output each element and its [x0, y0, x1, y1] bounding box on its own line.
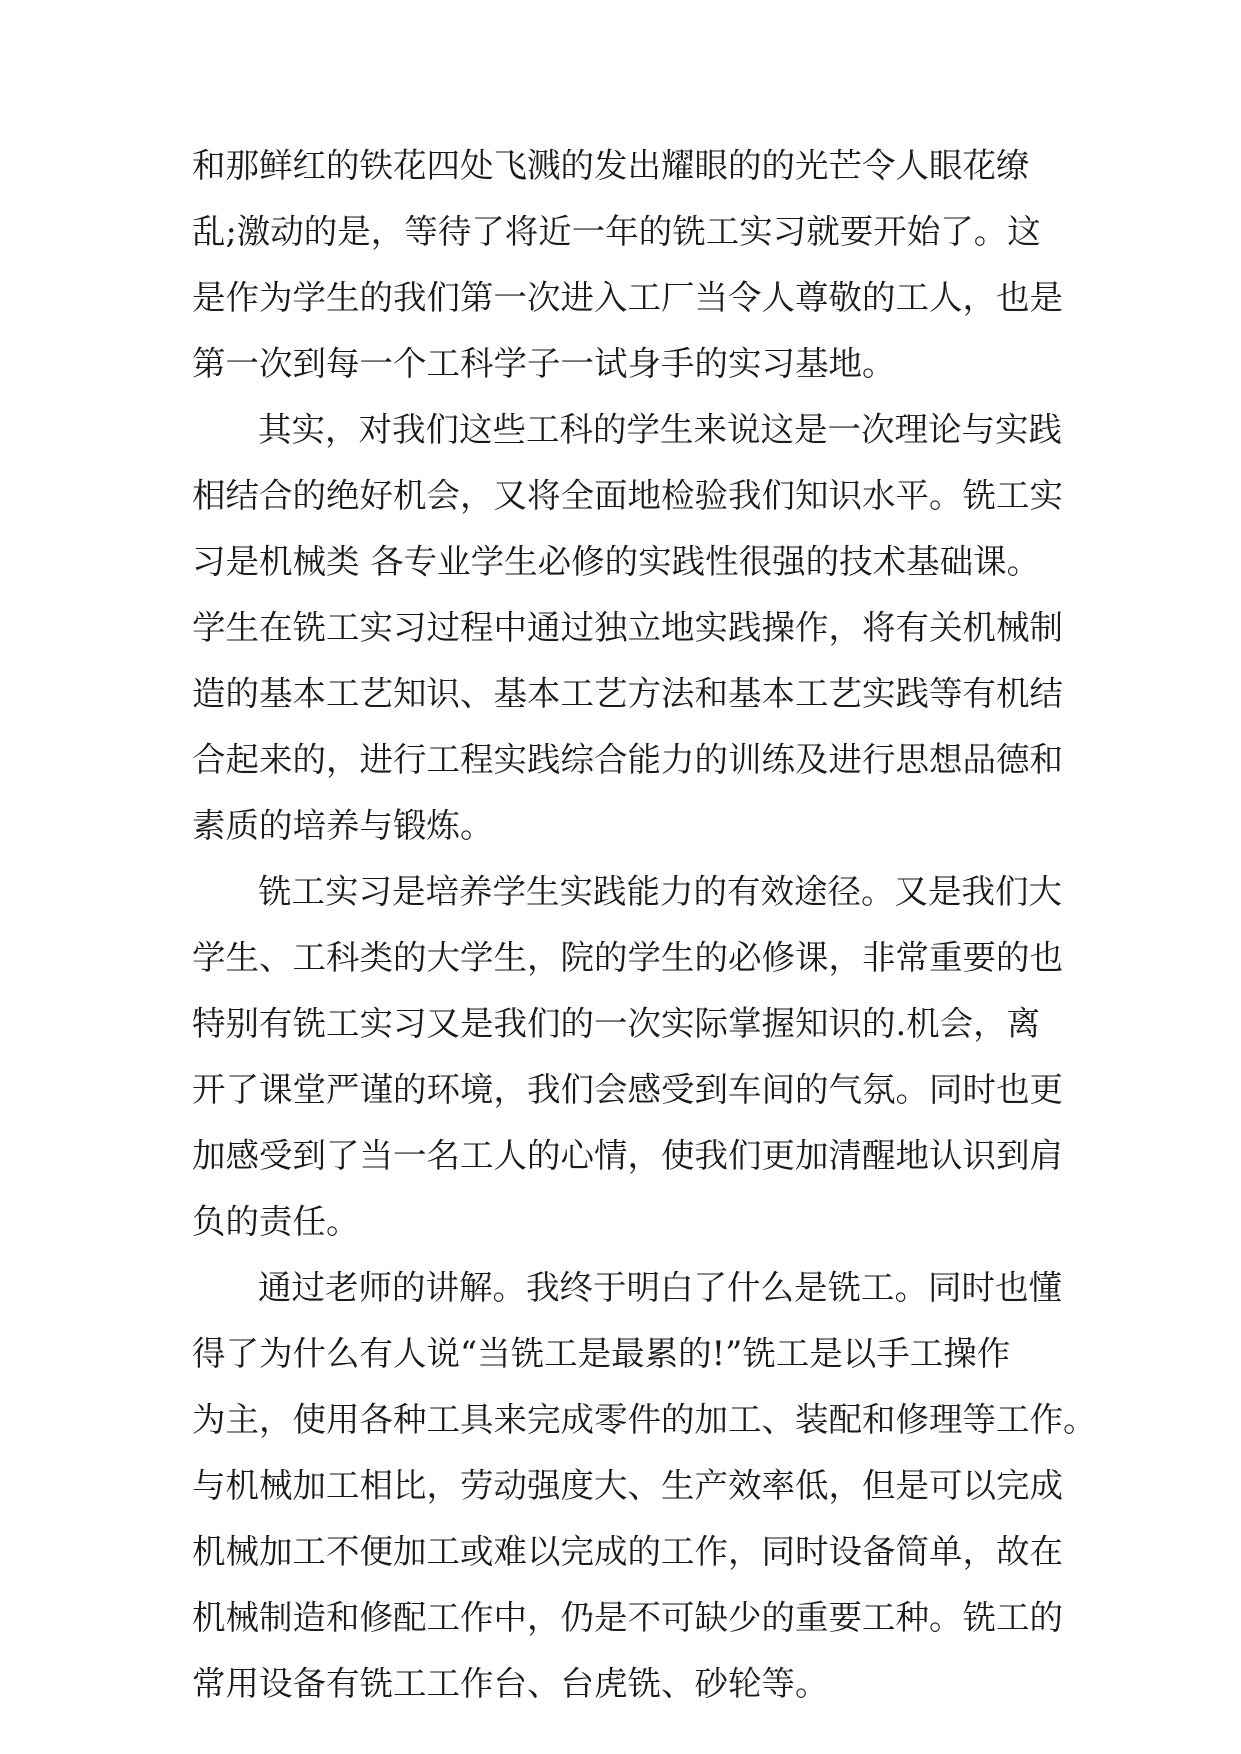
- text-line: 和那鲜红的铁花四处飞溅的发出耀眼的的光芒令人眼花缭: [192, 146, 1030, 185]
- text-line: 得了为什么有人说“当铣工是最累的!”铣工是以手工操作: [192, 1334, 1011, 1373]
- text-line: 特别有铣工实习又是我们的一次实际掌握知识的.机会，离: [192, 1004, 1041, 1043]
- text-line: 机械制造和修配工作中，仍是不可缺少的重要工种。铣工的: [192, 1598, 1063, 1637]
- text-line: 相结合的绝好机会，又将全面地检验我们知识水平。铣工实: [192, 476, 1063, 515]
- paragraph-first-line: 其实，对我们这些工科的学生来说这是一次理论与实践: [258, 410, 1062, 449]
- paragraph-first-line: 铣工实习是培养学生实践能力的有效途径。又是我们大: [258, 872, 1062, 911]
- text-line: 开了课堂严谨的环境，我们会感受到车间的气氛。同时也更: [192, 1070, 1063, 1109]
- text-line: 加感受到了当一名工人的心情，使我们更加清醒地认识到肩: [192, 1136, 1063, 1175]
- text-line: 第一次到每一个工科学子一试身手的实习基地。: [192, 344, 896, 383]
- text-line: 学生、工科类的大学生，院的学生的必修课，非常重要的也: [192, 938, 1063, 977]
- text-line: 机械加工不便加工或难以完成的工作，同时设备简单，故在: [192, 1532, 1063, 1571]
- text-line: 素质的培养与锻炼。: [192, 806, 494, 845]
- text-line: 乱;激动的是，等待了将近一年的铣工实习就要开始了。这: [192, 212, 1041, 251]
- text-line: 习是机械类 各专业学生必修的实践性很强的技术基础课。: [192, 542, 1041, 581]
- text-line: 常用设备有铣工工作台、台虎铣、砂轮等。: [192, 1664, 829, 1703]
- paragraph-first-line: 通过老师的讲解。我终于明白了什么是铣工。同时也懂: [258, 1268, 1062, 1307]
- text-line: 学生在铣工实习过程中通过独立地实践操作，将有关机械制: [192, 608, 1063, 647]
- text-line: 负的责任。: [192, 1202, 360, 1241]
- text-line: 是作为学生的我们第一次进入工厂当令人尊敬的工人，也是: [192, 278, 1063, 317]
- text-line: 与机械加工相比，劳动强度大、生产效率低，但是可以完成: [192, 1466, 1063, 1505]
- text-line: 合起来的，进行工程实践综合能力的训练及进行思想品德和: [192, 740, 1063, 779]
- text-line: 造的基本工艺知识、基本工艺方法和基本工艺实践等有机结: [192, 674, 1063, 713]
- text-line: 为主，使用各种工具来完成零件的加工、装配和修理等工作。: [192, 1400, 1097, 1439]
